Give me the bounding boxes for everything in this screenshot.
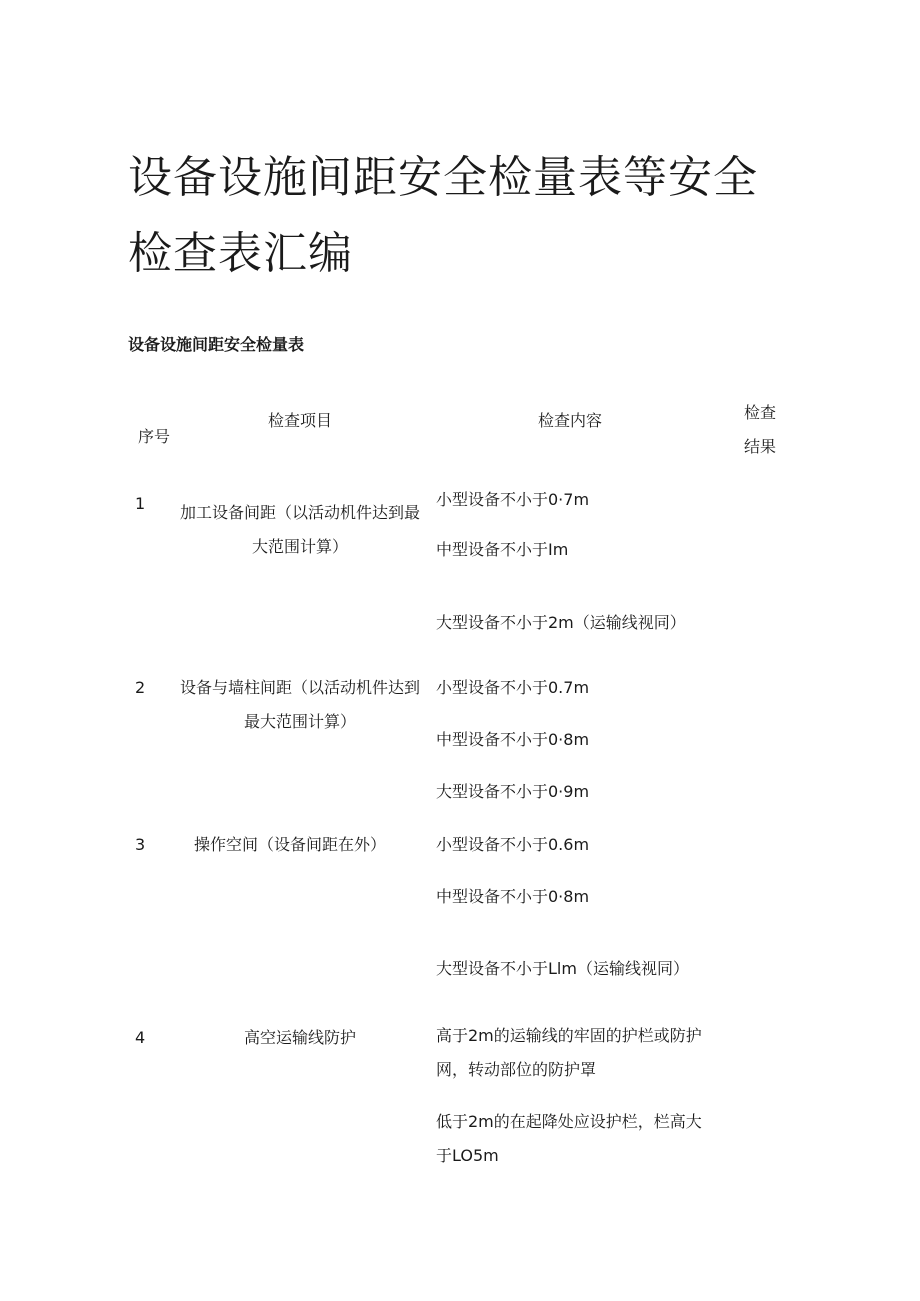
header-result-line1: 检查 bbox=[744, 403, 777, 422]
row-content: 低于2m的在起降处应设护栏，栏高大于LO5m bbox=[436, 1112, 702, 1165]
row-item: 加工设备间距（以活动机件达到最大范围计算） bbox=[180, 503, 421, 556]
row-seq: 3 bbox=[135, 835, 146, 854]
table-title: 设备设施间距安全检量表 bbox=[128, 335, 305, 354]
row-content: 高于2m的运输线的牢固的护栏或防护网，转动部位的防护罩 bbox=[436, 1026, 702, 1079]
header-item: 检查项目 bbox=[267, 411, 332, 430]
row-content: 小型设备不小于0·7m bbox=[436, 490, 590, 509]
header-result bbox=[744, 396, 784, 464]
row-content: 中型设备不小于0·8m bbox=[436, 887, 590, 906]
row-content: 中型设备不小于0·8m bbox=[436, 730, 590, 749]
row-item: 高空运输线防护 bbox=[243, 1028, 356, 1047]
row-item: 设备与墙柱间距（以活动机件达到最大范围计算） bbox=[180, 678, 421, 731]
row-content: 中型设备不小于Im bbox=[436, 540, 569, 559]
header-content: 检查内容 bbox=[537, 411, 602, 430]
row-seq: 2 bbox=[135, 678, 146, 697]
row-content: 小型设备不小于0.7m bbox=[436, 678, 590, 697]
header-result-line2: 结果 bbox=[744, 437, 777, 456]
row-seq: 1 bbox=[135, 494, 146, 513]
row-content: 大型设备不小于0·9m bbox=[436, 782, 590, 801]
row-content: 大型设备不小于Llm（运输线视同） bbox=[436, 959, 689, 978]
header-seq: 序号 bbox=[138, 427, 171, 446]
document-title: 设备设施间距安全检量表等安全检查表汇编 bbox=[128, 152, 758, 279]
row-content: 小型设备不小于0.6m bbox=[436, 835, 590, 854]
row-seq: 4 bbox=[135, 1028, 146, 1047]
row-content: 大型设备不小于2m（运输线视同） bbox=[436, 613, 686, 632]
row-item: 操作空间（设备间距在外） bbox=[193, 835, 386, 854]
